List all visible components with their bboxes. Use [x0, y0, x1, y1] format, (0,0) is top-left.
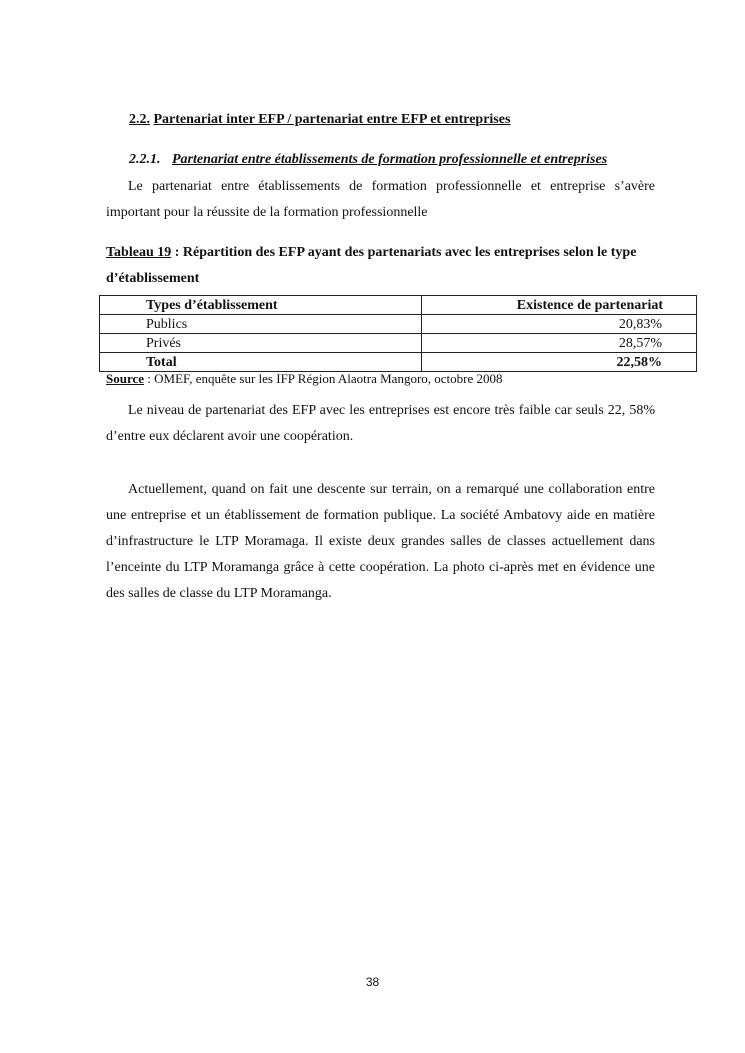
table-row — [100, 315, 697, 334]
section-title: Partenariat inter EFP / partenariat entre EFP et entreprises — [153, 112, 511, 127]
table-cell-type: Publics — [100, 315, 422, 334]
paragraph-intro — [106, 174, 655, 226]
section-number: 2.2. — [129, 112, 150, 127]
table-cell-value: 28,57% — [422, 334, 697, 353]
subsection-heading — [129, 152, 607, 168]
source-text: : OMEF, enquête sur les IFP Région Alaotra Mangoro, octobre 2008 — [144, 371, 503, 386]
paragraph-partnership-level-text: Le niveau de partenariat des EFP avec les entreprises est encore très faible car seuls 22, 58% d’entre eux déclarent avoir une coopération. — [106, 403, 655, 444]
table-row — [100, 334, 697, 353]
paragraph-partnership-level — [106, 398, 655, 450]
table-cell-value: 20,83% — [422, 315, 697, 334]
table-cell-type: Privés — [100, 334, 422, 353]
table-header-type: Types d’établissement — [100, 296, 422, 315]
page-number: 38 — [365, 975, 380, 989]
section-heading — [129, 112, 510, 128]
table-caption — [106, 240, 666, 292]
table-total-value: 22,58% — [422, 353, 697, 372]
table-caption-text: : Répartition des EFP ayant des partenariats avec les entreprises selon le type d’établissement — [106, 245, 637, 286]
paragraph-field-visit — [106, 477, 655, 607]
table-total-row — [100, 353, 697, 372]
table-source — [106, 371, 503, 387]
partnership-table — [99, 295, 697, 372]
subsection-number: 2.2.1. — [129, 152, 161, 167]
source-label: Source — [106, 371, 145, 386]
table-header-row — [100, 296, 697, 315]
table-header-partnership: Existence de partenariat — [422, 296, 697, 315]
table-total-label: Total — [100, 353, 422, 372]
paragraph-intro-text: Le partenariat entre établissements de formation professionnelle et entreprise s’avère important pour la réussite de la formation professionnelle — [106, 179, 655, 220]
paragraph-field-visit-text: Actuellement, quand on fait une descente sur terrain, on a remarqué une collaboration entre une entreprise et un établissement de formation publique. La société Ambatovy aide en matière d’infrastructure le LTP Moramaga. Il existe deux grandes salles de classes actuellement dans l’enceinte du LTP Moramanga grâce à cette coopération. La photo ci-après met en évidence une des salles de classe du LTP Moramanga. — [106, 482, 655, 601]
table-caption-ref: Tableau 19 — [106, 245, 172, 260]
subsection-title: Partenariat entre établissements de formation professionnelle et entreprises — [172, 152, 608, 167]
